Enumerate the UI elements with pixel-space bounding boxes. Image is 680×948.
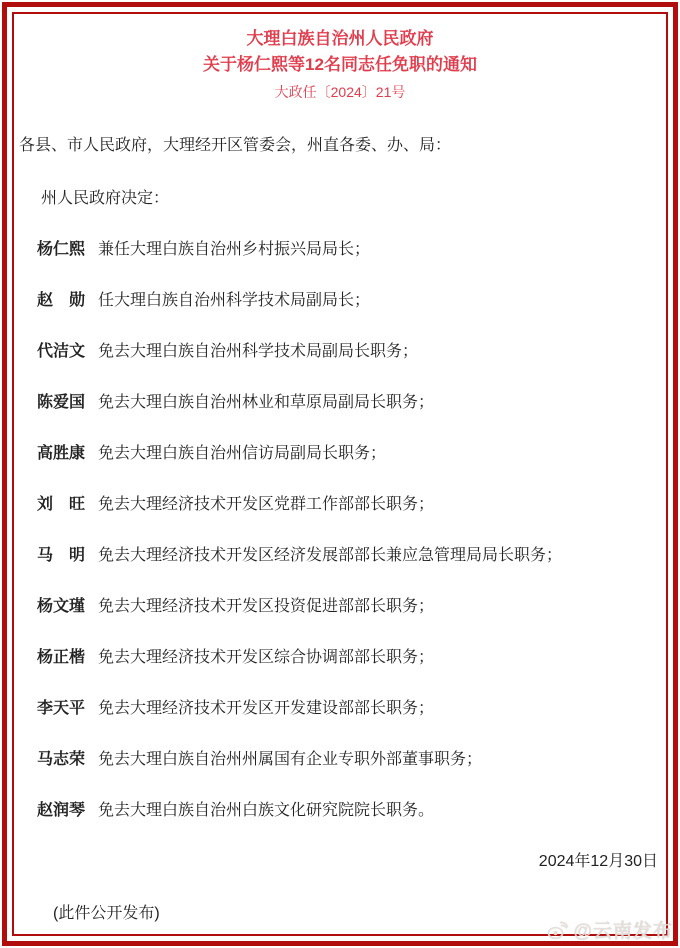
person-name: 代洁文 (37, 343, 86, 360)
appointment-action: 免去大理白族自治州州属国有企业专职外部董事职务； (98, 751, 483, 768)
appointment-action: 免去大理经济技术开发区投资促进部部长职务； (98, 598, 435, 615)
appointment-action: 兼任大理白族自治州乡村振兴局局长； (98, 241, 371, 258)
appointment-entry (37, 647, 661, 669)
appointment-entry (37, 698, 661, 720)
appointment-action: 任大理白族自治州科学技术局副局长； (98, 292, 371, 309)
appointment-entry (37, 800, 661, 822)
person-name: 杨仁熙 (37, 241, 86, 258)
watermark-handle: @云南发布 (573, 921, 673, 942)
appointment-action: 免去大理经济技术开发区经济发展部部长兼应急管理局局长职务； (98, 547, 563, 564)
person-name: 杨文瑾 (37, 598, 86, 615)
document-title (19, 26, 661, 78)
appointment-entry (37, 596, 661, 618)
appointment-entry (37, 290, 661, 312)
appointment-entry (37, 392, 661, 414)
person-name: 陈爱国 (37, 394, 86, 411)
person-name: 高胜康 (37, 445, 86, 462)
appointment-entry (37, 443, 661, 465)
person-name: 杨正楷 (37, 649, 86, 666)
appointment-action: 免去大理白族自治州科学技术局副局长职务； (98, 343, 419, 360)
decision-intro: 州人民政府决定： (41, 190, 170, 207)
appointment-action: 免去大理经济技术开发区开发建设部部长职务； (98, 700, 435, 717)
document-content (19, 14, 661, 932)
appointment-entry (37, 749, 661, 771)
appointment-entry (37, 341, 661, 363)
person-name: 马志荣 (37, 751, 86, 768)
salutation-line: 各县、市人民政府，大理经开区管委会，州直各委、办、局： (19, 137, 452, 154)
document-header (19, 26, 661, 102)
public-release-note: (此件公开发布) (53, 905, 160, 922)
appointment-entry (37, 494, 661, 516)
title-org-line: 大理白族自治州人民政府 (246, 29, 434, 48)
person-name: 马 明 (37, 547, 86, 564)
appointment-list (19, 239, 661, 822)
person-name: 赵润琴 (37, 802, 86, 819)
appointment-action: 免去大理经济技术开发区综合协调部部长职务； (98, 649, 435, 666)
person-name: 李天平 (37, 700, 86, 717)
appointment-entry (37, 239, 661, 261)
title-subject-line: 关于杨仁熙等12名同志任免职的通知 (203, 55, 477, 74)
appointment-entry (37, 545, 661, 567)
document-date: 2024年12月30日 (538, 853, 658, 870)
person-name: 刘 旺 (37, 496, 86, 513)
appointment-action: 免去大理白族自治州白族文化研究院院长职务。 (98, 802, 435, 819)
appointment-action: 免去大理经济技术开发区党群工作部部长职务； (98, 496, 435, 513)
appointment-action: 免去大理白族自治州信访局副局长职务； (98, 445, 387, 462)
person-name: 赵 勋 (37, 292, 86, 309)
document-number: 大政任〔2024〕21号 (274, 84, 406, 100)
appointment-action: 免去大理白族自治州林业和草原局副局长职务； (98, 394, 435, 411)
